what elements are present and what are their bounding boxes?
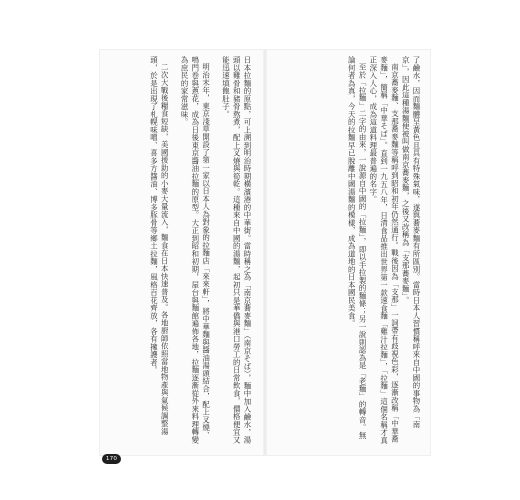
right-page-text <box>276 56 421 446</box>
paragraph: 了鹼水，因而麵體呈黃色且具有特殊氣味，遂與蕎麥麵有所區別。當時日本人習慣稱呼來自中國的事物為「南京」，因此這種湯麵便被叫做南京蕎麥麵，之後又改稱為「支那蕎麥麵」。 <box>401 56 421 428</box>
paragraph: 二次大戰後糧食短缺，美國援助的小麥大量流入，麵食在日本快速普及。各地廚師依照當地物產與氣候調整湯頭，於是出現了札幌味噌、喜多方醬油、博多豚骨等鄉土拉麵，風格百花齊放，各有擁護者。 <box>149 56 170 436</box>
page-number-badge: 170 <box>102 454 121 464</box>
paragraph: 明治末年，東京淺草開設了第一家以日本人為對象的拉麵店「來來軒」，將中華麵與醬油湯頭結合，配上叉燒、鳴門卷與蔥花，成為日後東京醬油拉麵的原型。大正到昭和初期，屋台與麵館遍佈各地，拉麵逐漸從外來料理轉變為庶民的家常滋味。 <box>180 56 211 444</box>
paragraph: 南京蕎麥麵、支那蕎麥麵等稱呼到昭和初年仍然通行。戰後因為「支那」一詞帶有歧視色彩，逐漸改稱「中華蕎麥麵」，簡稱「中華そば」。直到一九五八年，日清食品推出世界第一款速食麵「雞汁拉麵」，「拉麵」這個名稱才真正深入人心，成為這道料理最普遍的名字。 <box>368 56 400 445</box>
left-page-text <box>112 56 252 446</box>
book-gutter <box>263 50 267 455</box>
paragraph: 至於「拉麵」二字的由來，一說源自中國的「拉麵」，即以手拉製的麵條；另一說則認為是「老麵」的轉音。無論何者為真，今天的拉麵早已脫離中國湯麵的模樣，成為道地的日本國民美食。 <box>347 56 368 440</box>
paragraph: 日本拉麵的原點，可上溯到明治時期橫濱港的中華街。當時稱之為「南京蕎麥麵」（南京そば），麵中加入鹼水，湯頭以雞骨和豬骨熬煮，配上叉燒與筍乾。這種來自中國的湯麵，起初只是華僑與港口勞工的日常飲食，價格便宜又能迅速填飽肚子。 <box>221 56 252 444</box>
